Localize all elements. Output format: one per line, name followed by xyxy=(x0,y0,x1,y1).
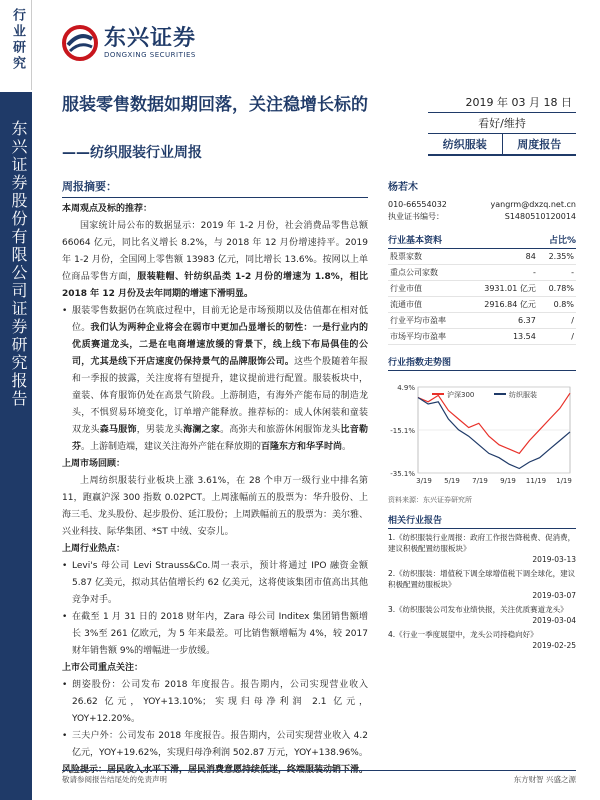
row-pct: / xyxy=(538,329,576,345)
chart-x-tick-label: 3/19 xyxy=(416,477,432,485)
summary-column xyxy=(62,178,368,779)
rec-text-b: 这些个股随着年报和一季报的披露，关注度将有望提升，建议提前进行配置。服装板块中，童装、体育服饰仍处在高景气阶段。上游制造，有海外产能布局的制造龙头，不惧贸易环境变化，订单增产能释放。推荐标的：成人休闲装和童装双龙头 xyxy=(72,357,368,435)
chart-title: 行业指数走势图 xyxy=(388,358,452,368)
chart-x-tick-label: 11/19 xyxy=(525,477,547,485)
row-value: 84 xyxy=(466,249,538,265)
company-item: • 朗姿股份：公司发布 2018 年度报告。报告期内，公司实现营业收入 26.62 亿元，YOY+13.10%；实现归母净利润 2.1 亿元，YOY+12.20%。 xyxy=(62,677,368,728)
cert-label: 执业证书编号： xyxy=(388,212,444,221)
row-label: 行业平均市盈率 xyxy=(388,313,466,329)
side-top-label: 行业研究 xyxy=(10,8,25,72)
rec-stock-4: 百隆东方和华孚时尚 xyxy=(261,442,343,452)
footer xyxy=(62,770,576,785)
side-top-label-box xyxy=(0,0,32,90)
related-report-title[interactable]: 3.《纺织服装公司发布业绩快报，关注优质赛道龙头》 xyxy=(388,605,568,614)
related-report-date: 2019-02-25 xyxy=(532,641,576,650)
related-report-title[interactable]: 4.《行业一季度展望中，龙头公司持稳向好》 xyxy=(388,630,538,639)
risk-warning: 风险提示：居民收入水平下滑，居民消费意愿持续低迷，终端服装动销下滑。 xyxy=(62,765,369,775)
row-label: 重点公司家数 xyxy=(388,265,466,281)
related-report-item[interactable] xyxy=(388,604,576,626)
market-review-title: 上周市场回顾： xyxy=(62,459,126,469)
basic-data-pct-title: 占比% xyxy=(548,236,576,246)
report-title: 服装零售数据如期回落，关注稳增长标的 xyxy=(62,95,368,115)
related-report-item[interactable] xyxy=(388,629,576,651)
chart-header xyxy=(388,355,576,371)
row-value: 3931.01 亿元 xyxy=(466,281,538,297)
rec-stock-2: 海澜之家 xyxy=(183,425,221,435)
row-value: 13.54 xyxy=(466,329,538,345)
related-report-date: 2019-03-07 xyxy=(532,591,576,600)
rec-text-f: 。 xyxy=(342,442,352,452)
recommendation-bullet xyxy=(62,303,368,456)
chart-series-line-0 xyxy=(418,393,570,453)
rec-text-c: ，男装龙头 xyxy=(136,425,184,435)
company-logo xyxy=(62,25,196,61)
chart-x-tick-label: 1/19 xyxy=(556,477,572,485)
basic-data-row xyxy=(388,313,576,329)
chart-source: 资料来源：东兴证券研究所 xyxy=(388,496,472,504)
tag-report-type: 周度报告 xyxy=(502,134,577,154)
core-para-bold: 服装鞋帽、针纺织品类 1-2 月份的增速为 1.8%，相比 2018 年 12 月份及去年同期的增速下滑明显。 xyxy=(62,272,368,299)
basic-data-title: 行业基本资料 xyxy=(388,236,443,246)
logo-en: DONGXING SECURITIES xyxy=(104,51,196,59)
logo-cn: 东兴证券 xyxy=(104,26,197,51)
side-band xyxy=(0,92,32,800)
rec-text-e: 。上游制造端，建议关注海外产能在释放期的 xyxy=(81,442,262,452)
analyst-phone: 010-66554032 xyxy=(388,200,447,209)
company-focus-title: 上市公司重点关注： xyxy=(62,663,144,673)
related-report-title[interactable]: 2.《纺织服装：增值税下调全球增值税下调全球化，建议积极配置纺服板块》 xyxy=(388,569,576,589)
rec-text-d: 。高弥夫和旅游休闲服饰龙头 xyxy=(220,425,341,435)
rec-bold: 我们认为两种企业将会在弱市中更加凸显增长的韧性：一是行业内的优质赛道龙头，二是在电商增速放缓的背景下，线上线下布局俱佳的公司，尤其是线下开店速度仍保持景气的品牌服饰公司。 xyxy=(72,323,368,367)
market-review-paragraph: 上周纺织服装行业板块上涨 3.61%，在 28 个申万一级行业中排名第 11，跑赢沪深 300 指数 0.02PCT。上周涨幅前五的股票为：华升股份、上海三毛、龙头股份、起步股份、延江股份；上周跌幅前五的股票为：美尔雅、兴业科技、际华集团、*ST 中绒、安奈儿。 xyxy=(62,476,369,537)
summary-heading: 周报摘要： xyxy=(62,178,368,198)
analyst-email[interactable]: yangrm@dxzq.net.cn xyxy=(490,200,576,209)
row-value: 2916.84 亿元 xyxy=(466,297,538,313)
related-report-date: 2019-03-13 xyxy=(532,555,576,564)
analyst-name: 杨若木 xyxy=(388,182,418,193)
tag-industry: 纺织服装 xyxy=(442,138,487,151)
chart-x-tick-label: 7/19 xyxy=(472,477,488,485)
footer-slogan: 东方财智 兴盛之源 xyxy=(513,775,576,784)
side-band-label: 东兴证券股份有限公司证券研究报告 xyxy=(9,120,28,408)
row-value: 6.37 xyxy=(466,313,538,329)
chart-x-tick-label: 5/19 xyxy=(444,477,460,485)
core-view-title: 本周观点及标的推荐： xyxy=(62,204,153,214)
row-label: 行业市值 xyxy=(388,281,466,297)
rec-stock-1: 森马服饰 xyxy=(99,425,137,435)
chart-legend-label: 沪深300 xyxy=(447,391,475,399)
related-report-item[interactable] xyxy=(388,532,576,565)
basic-data-row xyxy=(388,265,576,281)
row-pct: 0.78% xyxy=(538,281,576,297)
chart-y-tick-label: 4.9% xyxy=(397,384,415,392)
rating: 看好/维持 xyxy=(428,113,576,134)
row-value: - xyxy=(466,265,538,281)
chart-series-line-1 xyxy=(418,398,570,469)
cert-number: S1480510120014 xyxy=(504,212,576,221)
report-meta-box xyxy=(428,92,576,156)
row-pct: - xyxy=(538,265,576,281)
row-pct: 2.35% xyxy=(538,249,576,265)
report-date: 2019 年 03 月 18 日 xyxy=(428,92,576,113)
company-item: • 三夫户外：公司发布 2018 年度报告。报告期内，公司实现营业收入 4.2 亿元，YOY+19.62%，实现归母净利润 502.87 万元，YOY+138.96%。 xyxy=(62,728,368,762)
basic-data-row xyxy=(388,297,576,313)
info-column xyxy=(388,178,576,651)
row-pct: 0.8% xyxy=(538,297,576,313)
rec-stock-3: 比音勒芬 xyxy=(72,425,368,452)
basic-data-row xyxy=(388,249,576,265)
related-reports-title: 相关行业报告 xyxy=(388,513,576,529)
chart-x-tick-label: 9/19 xyxy=(500,477,516,485)
basic-data-table xyxy=(388,249,576,345)
index-trend-chart xyxy=(388,377,576,489)
related-report-title[interactable]: 1.《纺织服装行业周报：政府工作报告降税费、促消费，建议积极配置纺服板块》 xyxy=(388,533,576,553)
core-view-paragraph xyxy=(62,218,368,303)
related-report-item[interactable] xyxy=(388,568,576,601)
hotspot-item: • 在截至 1 月 31 日的 2018 财年内，Zara 母公司 Inditex 集团销售额增长 3%至 261 亿欧元，为 5 年来最差。可比销售额增幅为 4%，较 2017 财年销售额 9%的增幅进一步放缓。 xyxy=(62,609,368,660)
row-pct: / xyxy=(538,313,576,329)
row-label: 流通市值 xyxy=(388,297,466,313)
basic-data-row xyxy=(388,329,576,345)
related-report-date: 2019-03-04 xyxy=(532,616,576,625)
chart-legend-label: 纺织服装 xyxy=(509,391,537,399)
report-subtitle: ——纺织服装行业周报 xyxy=(62,145,202,161)
basic-data-row xyxy=(388,281,576,297)
chart-y-tick-label: -35.1% xyxy=(390,470,415,478)
row-label: 股票家数 xyxy=(388,249,466,265)
logo-mark-icon xyxy=(62,25,98,61)
disclaimer-note: 敬请参阅报告结尾处的免责声明 xyxy=(62,775,167,784)
hotspot-title: 上周行业热点： xyxy=(62,544,126,554)
core-para-text: 国家统计局公布的数据显示：2019 年 1-2 月份，社会消费品零售总额 66064 亿元，同比名义增长 8.2%，与 2018 年 12 月份增速持平。2019 年 1-2 月份，全国网上零售额 13983 亿元，同比增长 13.6%。按网以上单位商品零售方面， xyxy=(62,221,368,282)
hotspot-item: • Levi's 母公司 Levi Strauss&Co.周一表示，预计将通过 IPO 融资金额 5.87 亿美元，拟动其估值增长约 62 亿美元，这将使该集团市值高出其他竞争对手。 xyxy=(62,558,368,609)
chart-y-tick-label: -15.1% xyxy=(390,427,415,435)
basic-data-header xyxy=(388,233,576,249)
rec-text-a: 服装零售数据仍在筑底过程中，目前无论是市场预期以及估值都在相对低位。 xyxy=(72,306,368,333)
row-label: 市场平均市盈率 xyxy=(388,329,466,345)
